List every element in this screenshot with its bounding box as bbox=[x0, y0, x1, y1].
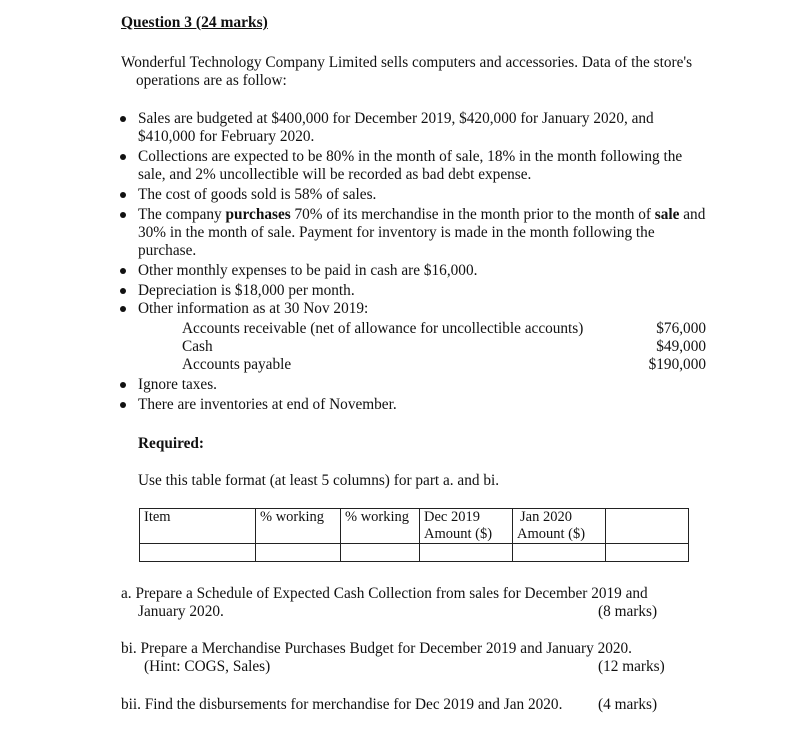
part-bi-marks: (12 marks) bbox=[598, 658, 665, 675]
table-empty-cell bbox=[420, 544, 513, 562]
bullet-dot bbox=[120, 306, 126, 312]
bullet-dot bbox=[120, 154, 126, 160]
bullet-purchases-line-2: 30% in the month of sale. Payment for inventory is made in the month following the bbox=[138, 224, 655, 241]
bullet-purchases-line-3: purchase. bbox=[138, 242, 197, 259]
table-cell-working-1: % working bbox=[256, 509, 341, 544]
part-bi-line-1: bi. Prepare a Merchandise Purchases Budget for December 2019 and January 2020. bbox=[121, 640, 633, 657]
question-title: Question 3 (24 marks) bbox=[121, 14, 268, 31]
table-empty-cell bbox=[140, 544, 256, 562]
bullet-dot bbox=[120, 402, 126, 408]
dec-2019-amount-label: Amount ($) bbox=[424, 526, 493, 542]
purchases-text-e: and bbox=[679, 206, 706, 223]
table-cell-dec-2019 bbox=[420, 509, 513, 544]
table-empty-cell bbox=[513, 544, 606, 562]
intro-line-1: Wonderful Technology Company Limited sells computers and accessories. Data of the store's bbox=[121, 54, 693, 71]
bullet-collections-line-2: sale, and 2% uncollectible will be recorded as bad debt expense. bbox=[138, 166, 532, 183]
bullet-inventories: There are inventories at end of November. bbox=[138, 396, 397, 413]
bullet-other-expenses: Other monthly expenses to be paid in cash are $16,000. bbox=[138, 262, 478, 279]
balance-amount-accounts-receivable: $76,000 bbox=[656, 320, 706, 337]
bullet-dot bbox=[120, 116, 126, 122]
bullet-other-info: Other information as at 30 Nov 2019: bbox=[138, 300, 369, 317]
bullet-sales-line-1: Sales are budgeted at $400,000 for December 2019, $420,000 for January 2020, and bbox=[138, 110, 654, 127]
purchases-bold-word: purchases bbox=[225, 206, 291, 223]
balance-label-accounts-receivable: Accounts receivable (net of allowance for uncollectible accounts) bbox=[182, 320, 584, 337]
part-bi-line-2: (Hint: COGS, Sales) bbox=[144, 658, 271, 675]
table-format bbox=[139, 508, 689, 562]
balance-amount-accounts-payable: $190,000 bbox=[648, 356, 706, 373]
table-cell-blank bbox=[606, 509, 689, 544]
part-a-marks: (8 marks) bbox=[598, 603, 658, 620]
required-heading: Required: bbox=[138, 435, 205, 452]
jan-2020-label: Jan 2020 bbox=[520, 509, 572, 525]
sale-bold-word: sale bbox=[654, 206, 680, 223]
bullet-purchases-line-1 bbox=[138, 206, 705, 224]
bullet-cogs: The cost of goods sold is 58% of sales. bbox=[138, 186, 377, 203]
table-cell-item: Item bbox=[140, 509, 256, 544]
bullet-ignore-taxes: Ignore taxes. bbox=[138, 376, 218, 393]
table-cell-jan-2020 bbox=[513, 509, 606, 544]
table-empty-row bbox=[140, 544, 689, 562]
dec-2019-label: Dec 2019 bbox=[424, 509, 480, 525]
table-cell-working-2: % working bbox=[341, 509, 420, 544]
bullet-sales-line-2: $410,000 for February 2020. bbox=[138, 128, 315, 145]
part-bii-marks: (4 marks) bbox=[598, 696, 658, 713]
table-header-row bbox=[140, 509, 689, 544]
balance-label-cash: Cash bbox=[182, 338, 213, 355]
intro-line-2: operations are as follow: bbox=[136, 72, 287, 89]
bullet-dot bbox=[120, 382, 126, 388]
bullet-dot bbox=[120, 288, 126, 294]
bullet-dot bbox=[120, 268, 126, 274]
table-empty-cell bbox=[606, 544, 689, 562]
bullet-collections-line-1: Collections are expected to be 80% in the month of sale, 18% in the month following the bbox=[138, 148, 683, 165]
bullet-depreciation: Depreciation is $18,000 per month. bbox=[138, 282, 355, 299]
part-a-line-1: a. Prepare a Schedule of Expected Cash Collection from sales for December 2019 and bbox=[121, 585, 648, 602]
bullet-dot bbox=[120, 212, 126, 218]
jan-2020-amount-label: Amount ($) bbox=[517, 526, 586, 542]
part-bii-text: bii. Find the disbursements for merchandise for Dec 2019 and Jan 2020. bbox=[121, 696, 563, 713]
table-empty-cell bbox=[256, 544, 341, 562]
table-empty-cell bbox=[341, 544, 420, 562]
balance-label-accounts-payable: Accounts payable bbox=[182, 356, 292, 373]
balance-amount-cash: $49,000 bbox=[656, 338, 706, 355]
purchases-text-a: The company bbox=[138, 206, 226, 223]
required-instruction: Use this table format (at least 5 columns) for part a. and bi. bbox=[138, 472, 500, 489]
part-a-line-2: January 2020. bbox=[138, 603, 224, 620]
purchases-text-c: 70% of its merchandise in the month prior to the month of bbox=[290, 206, 655, 223]
bullet-dot bbox=[120, 192, 126, 198]
